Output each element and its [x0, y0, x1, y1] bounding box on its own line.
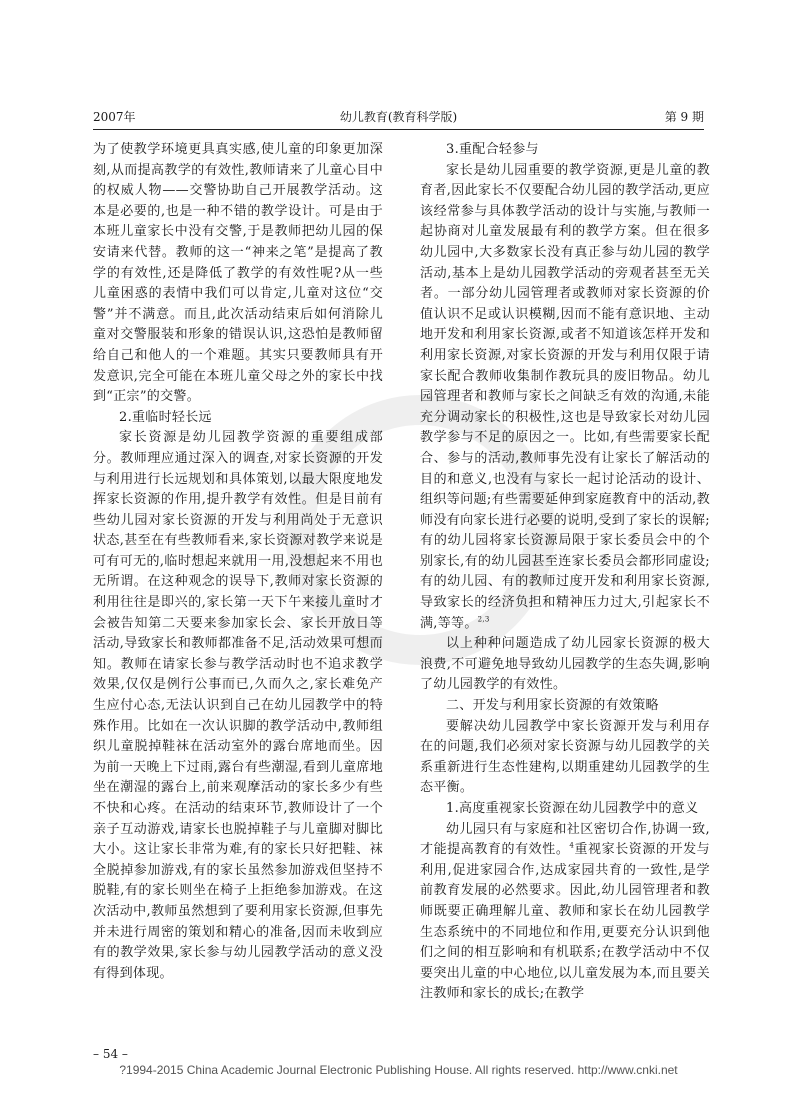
paragraph-with-citation — [420, 820, 710, 1005]
subheading: 3.重配合轻参与 — [446, 142, 539, 157]
paragraph-with-citation — [420, 161, 710, 635]
section-heading: 二、开发与利用家长资源的有效策略 — [446, 698, 659, 714]
paragraph: 为了使教学环境更具真实感,使儿童的印象更加深刻,从而提高教学的有效性,教师请来了儿童心目中的权威人物——交警协助自己开展教学活动。这本是必要的,也是一种不错的教学设计。可是由于本班儿童家长中没有交警,于是教师把幼儿园的保安请来代替。教师的这一“神来之笔”是提高了教学的有效性,还是降低了教学的有效性呢?从一些儿童困惑的表情中我们可以肯定,儿童对这位“交警”并不满意。而且,此次活动结束后如何消除儿童对交警服装和形象的错误认识,这恐怕是教师留给自己和他人的一个难题。其实只要教师具有开发意识,完全可能在本班儿童父母之外的家长中找到“正宗”的交警。 — [93, 142, 383, 405]
paragraph-text: 重视家长资源的开发与利用,促进家园合作,达成家园共育的一致性,是学前教育发展的必然要求。因此,幼儿园管理者和教师既要正确理解儿童、教师和家长在幼儿园教学生态系统中的不同地位和作用,更要充分认识到他们之间的相互影响和有机联系;在教学活动中不仅要突出儿童的中心地位,以儿童发展为本,而且要关注教师和家长的成长;在教学 — [420, 842, 710, 1002]
paragraph: 家长资源是幼儿园教学资源的重要组成部分。教师理应通过深入的调查,对家长资源的开发与利用进行长远规划和具体策划,以最大限度地发挥家长资源的作用,提升教学有效性。但是目前有些幼儿园对家长资源的开发与利用尚处于无意识状态,甚至在有些教师看来,家长资源对教学来说是可有可无的,临时想起来就用一用,没想起来不用也无所谓。在这种观念的误导下,教师对家长资源的利用往往是即兴的,家长第一天下午来接儿童时才会被告知第二天要来参加家长会、家长开放日等活动,导致家长和教师都准备不足,活动效果可想而知。教师在请家长参与教学活动时也不追求教学效果,仅仅是例行公事而已,久而久之,家长难免产生应付心态,无法认识到自己在幼儿园教学中的特殊作用。比如在一次认识脚的教学活动中,教师组织儿童脱掉鞋袜在活动室外的露台席地而坐。因为前一天晚上下过雨,露台有些潮湿,看到儿童席地坐在潮湿的露台上,前来观摩活动的家长多少有些不快和心疼。在活动的结束环节,教师设计了一个亲子互动游戏,请家长也脱掉鞋子与儿童脚对脚比大小。这让家长非常为难,有的家长只好把鞋、袜全脱掉参加游戏,有的家长虽然参加游戏但坚持不脱鞋,有的家长则坐在椅子上拒绝参加游戏。在这次活动中,教师虽然想到了要利用家长资源,但事先并未进行周密的策划和精心的准备,因而未收到应有的教学效果,家长参与幼儿园教学活动的意义没有得到体现。 — [93, 430, 383, 981]
citation-ref: 4 — [569, 841, 575, 850]
header-year: 2007年 — [93, 110, 136, 124]
header-journal: 幼儿教育(教育科学版) — [339, 110, 458, 124]
citation-ref: 2,3 — [477, 615, 490, 624]
paragraph: 以上种种问题造成了幼儿园家长资源的极大浪费,不可避免地导致幼儿园教学的生态失调,影响了幼儿园教学的有效性。 — [420, 636, 710, 693]
copyright-footer: ?1994-2015 China Academic Journal Electronic Publishing House. All rights reserved. http://www.cnki.net — [119, 1063, 678, 1077]
running-header — [93, 108, 704, 126]
right-column — [420, 140, 710, 1005]
header-rule — [93, 129, 704, 130]
subheading: 2.重临时轻长远 — [119, 409, 212, 425]
subheading: 1.高度重视家长资源在幼儿园教学中的意义 — [446, 801, 699, 816]
paragraph-text: 幼儿园只有与家庭和社区密切合作,协调一致,才能提高教育的有效性。 — [420, 821, 710, 858]
left-column — [93, 140, 383, 984]
header-issue: 第 9 期 — [664, 110, 704, 124]
page-number: – 54 – — [93, 1047, 128, 1061]
paragraph-text: 家长是幼儿园重要的教学资源,更是儿童的教育者,因此家长不仅要配合幼儿园的教学活动,更应该经常参与具体教学活动的设计与实施,与教师一起协商对儿童发展最有利的教学方案。但在很多幼儿园中,大多数家长没有真正参与幼儿园的教学活动,基本上是幼儿园教学活动的旁观者甚至无关者。一部分幼儿园管理者或教师对家长资源的价值认识不足或认识模糊,因而不能有意识地、主动地开发和利用家长资源,或者不知道该怎样开发和利用家长资源,对家长资源的开发与利用仅限于请家长配合教师收集制作教玩具的废旧物品。幼儿园管理者和教师与家长之间缺乏有效的沟通,未能充分调动家长的积极性,这也是导致家长对幼儿园教学参与不足的原因之一。比如,有些需要家长配合、参与的活动,教师事先没有让家长了解活动的目的和意义,也没有与家长一起讨论活动的设计、组织等问题;有些需要延伸到家庭教育中的活动,教师没有向家长进行必要的说明,受到了家长的误解;有的幼儿园将家长资源局限于家长委员会中的个别家长,有的幼儿园甚至连家长委员会都形同虚设;有的幼儿园、有的教师过度开发和利用家长资源,导致家长的经济负担和精神压力过大,引起家长不满,等等。 — [420, 162, 710, 631]
paragraph: 要解决幼儿园教学中家长资源开发与利用存在的问题,我们必须对家长资源与幼儿园教学的关系重新进行生态性建构,以期重建幼儿园教学的生态平衡。 — [420, 718, 710, 796]
